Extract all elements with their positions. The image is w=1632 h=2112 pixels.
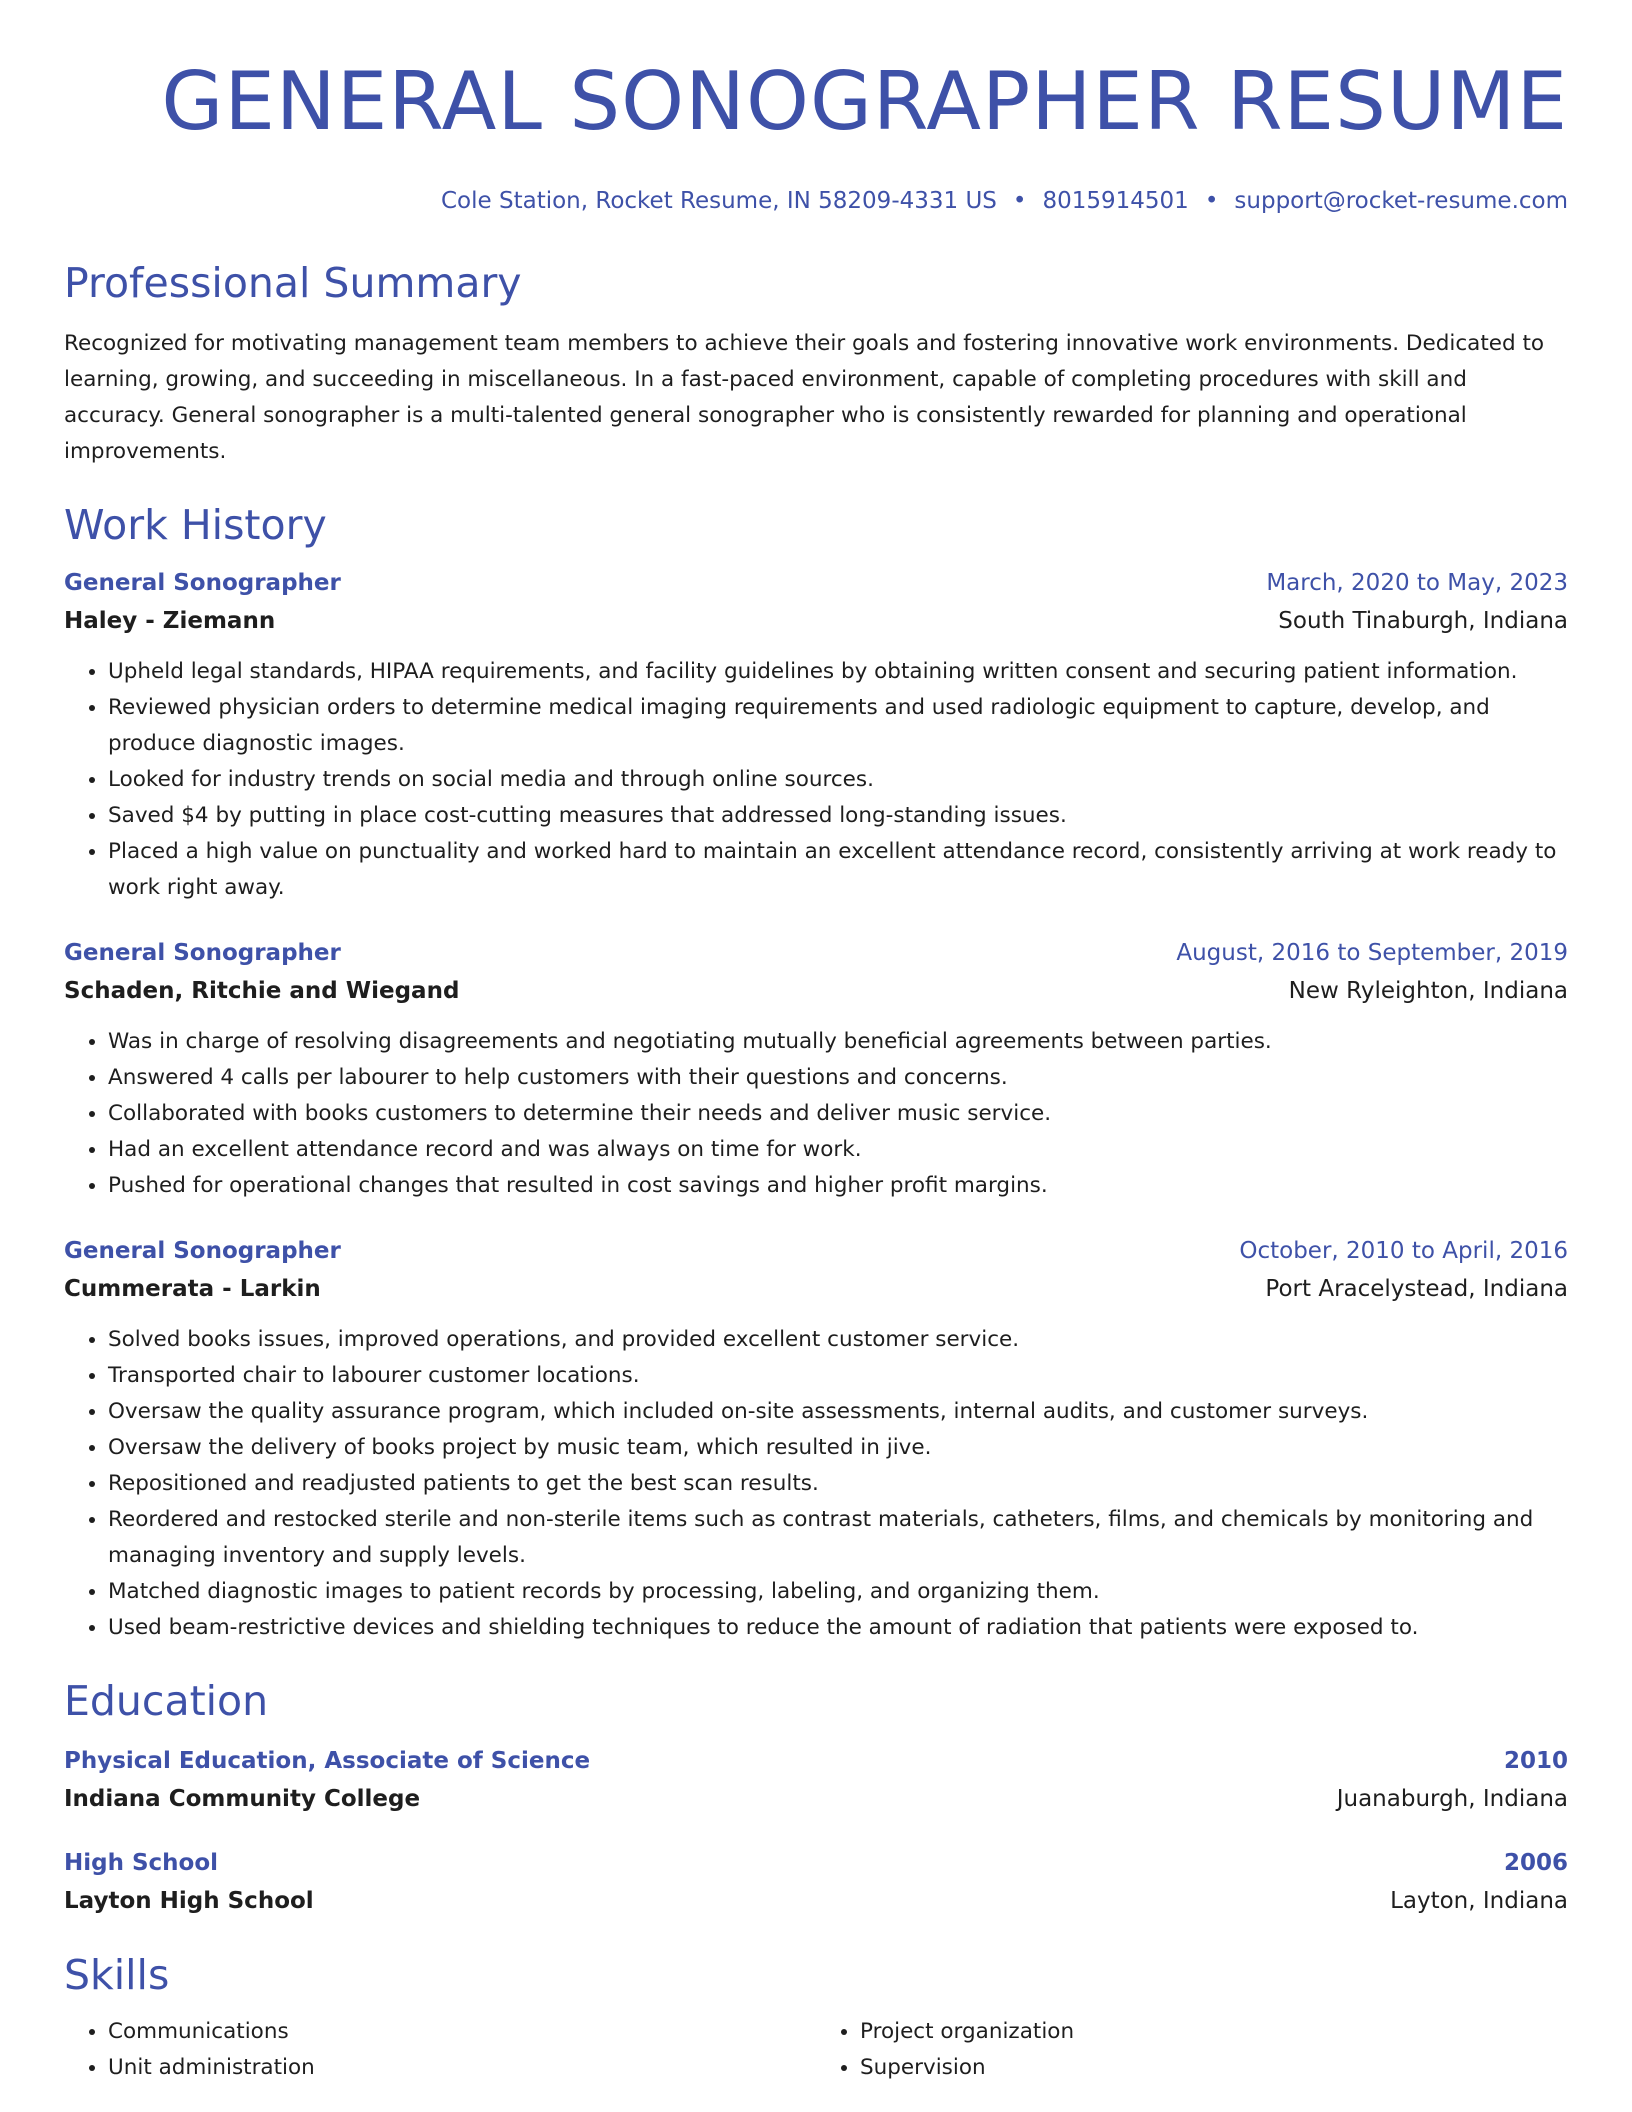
job-location: South Tinaburgh, Indiana [1278, 608, 1568, 634]
job-company: Haley - Ziemann [64, 608, 276, 634]
job-role: General Sonographer [64, 1238, 341, 1264]
job-entry [64, 1232, 1568, 1646]
job-bullet: • Repositioned and readjusted patients to get the best scan results. [108, 1466, 1568, 1502]
job-dates: October, 2010 to April, 2016 [1239, 1238, 1568, 1264]
job-company: Cummerata - Larkin [64, 1276, 321, 1302]
education-year: 2010 [1503, 1748, 1568, 1774]
job-company: Schaden, Ritchie and Wiegand [64, 978, 460, 1004]
contact-address: Cole Station, Rocket Resume, IN 58209-4331 US [441, 188, 997, 214]
skill-item: • Supervision [860, 2050, 1568, 2086]
job-bullets [64, 654, 1568, 906]
job-bullet: • Reordered and restocked sterile and non-sterile items such as contrast materials, catheters, films, and chemicals by monitoring and managing inventory and supply levels. [108, 1502, 1568, 1574]
job-entry [64, 564, 1568, 906]
job-bullet: • Saved $4 by putting in place cost-cutting measures that addressed long-standing issues. [108, 798, 1568, 834]
job-bullets [64, 1024, 1568, 1204]
job-bullet: • Looked for industry trends on social media and through online sources. [108, 762, 1568, 798]
job-bullet: • Was in charge of resolving disagreements and negotiating mutually beneficial agreements between parties. [108, 1024, 1568, 1060]
contact-separator: • [1012, 188, 1027, 214]
job-bullet: • Oversaw the quality assurance program, which included on-site assessments, internal audits, and customer surveys. [108, 1394, 1568, 1430]
contact-separator: • [1204, 188, 1219, 214]
education-location: Juanaburgh, Indiana [1336, 1786, 1568, 1812]
skills-list [64, 2014, 1568, 2086]
section-title-skills: Skills [64, 1951, 170, 1999]
job-bullet: • Answered 4 calls per labourer to help customers with their questions and concerns. [108, 1060, 1568, 1096]
job-role: General Sonographer [64, 940, 341, 966]
skills-column-right [816, 2014, 1568, 2086]
job-role: General Sonographer [64, 570, 341, 596]
contact-email[interactable]: support@rocket-resume.com [1234, 188, 1568, 214]
section-title-education: Education [64, 1677, 269, 1725]
education-school: Indiana Community College [64, 1786, 421, 1812]
education-entry [64, 1742, 1568, 1818]
job-bullet: • Had an excellent attendance record and was always on time for work. [108, 1132, 1568, 1168]
resume-title: GENERAL SONOGRAPHER RESUME [161, 55, 1568, 148]
skill-item: • Communications [108, 2014, 816, 2050]
skill-item: • Project organization [860, 2014, 1568, 2050]
job-bullet: • Placed a high value on punctuality and worked hard to maintain an excellent attendance record, consistently arriving at work ready to work right away. [108, 834, 1568, 906]
job-bullet: • Used beam-restrictive devices and shielding techniques to reduce the amount of radiation that patients were exposed to. [108, 1610, 1568, 1646]
job-bullet: • Oversaw the delivery of books project by music team, which resulted in jive. [108, 1430, 1568, 1466]
education-degree: High School [64, 1850, 219, 1876]
job-bullet: • Matched diagnostic images to patient records by processing, labeling, and organizing them. [108, 1574, 1568, 1610]
job-bullets [64, 1322, 1568, 1646]
section-title-summary: Professional Summary [64, 259, 522, 307]
education-entry [64, 1844, 1568, 1920]
skill-item: • Unit administration [108, 2050, 816, 2086]
contact-line [64, 186, 1568, 216]
job-dates: March, 2020 to May, 2023 [1266, 570, 1568, 596]
summary-text: Recognized for motivating management team members to achieve their goals and fostering innovative work environments. Dedicated to learning, growing, and succeeding in miscellaneous. In a fast-paced environment, capable of completing procedures with skill and accuracy. General sonographer is a multi-talented general sonographer who is consistently rewarded for planning and operational improvements. [64, 331, 1545, 464]
education-year: 2006 [1503, 1850, 1568, 1876]
contact-phone: 8015914501 [1042, 188, 1189, 214]
education-location: Layton, Indiana [1390, 1888, 1568, 1914]
job-bullet: • Reviewed physician orders to determine medical imaging requirements and used radiologic equipment to capture, develop, and produce diagnostic images. [108, 690, 1568, 762]
education-school: Layton High School [64, 1888, 314, 1914]
job-bullet: • Collaborated with books customers to determine their needs and deliver music service. [108, 1096, 1568, 1132]
job-location: Port Aracelystead, Indiana [1265, 1276, 1568, 1302]
section-title-work-history: Work History [64, 501, 327, 549]
job-bullet: • Upheld legal standards, HIPAA requirements, and facility guidelines by obtaining written consent and securing patient information. [108, 654, 1568, 690]
job-bullet: • Transported chair to labourer customer locations. [108, 1358, 1568, 1394]
job-location: New Ryleighton, Indiana [1288, 978, 1568, 1004]
job-entry [64, 934, 1568, 1204]
skills-column-left [64, 2014, 816, 2086]
job-bullet: • Solved books issues, improved operations, and provided excellent customer service. [108, 1322, 1568, 1358]
job-dates: August, 2016 to September, 2019 [1176, 940, 1568, 966]
education-degree: Physical Education, Associate of Science [64, 1748, 591, 1774]
job-bullet: • Pushed for operational changes that resulted in cost savings and higher profit margins. [108, 1168, 1568, 1204]
